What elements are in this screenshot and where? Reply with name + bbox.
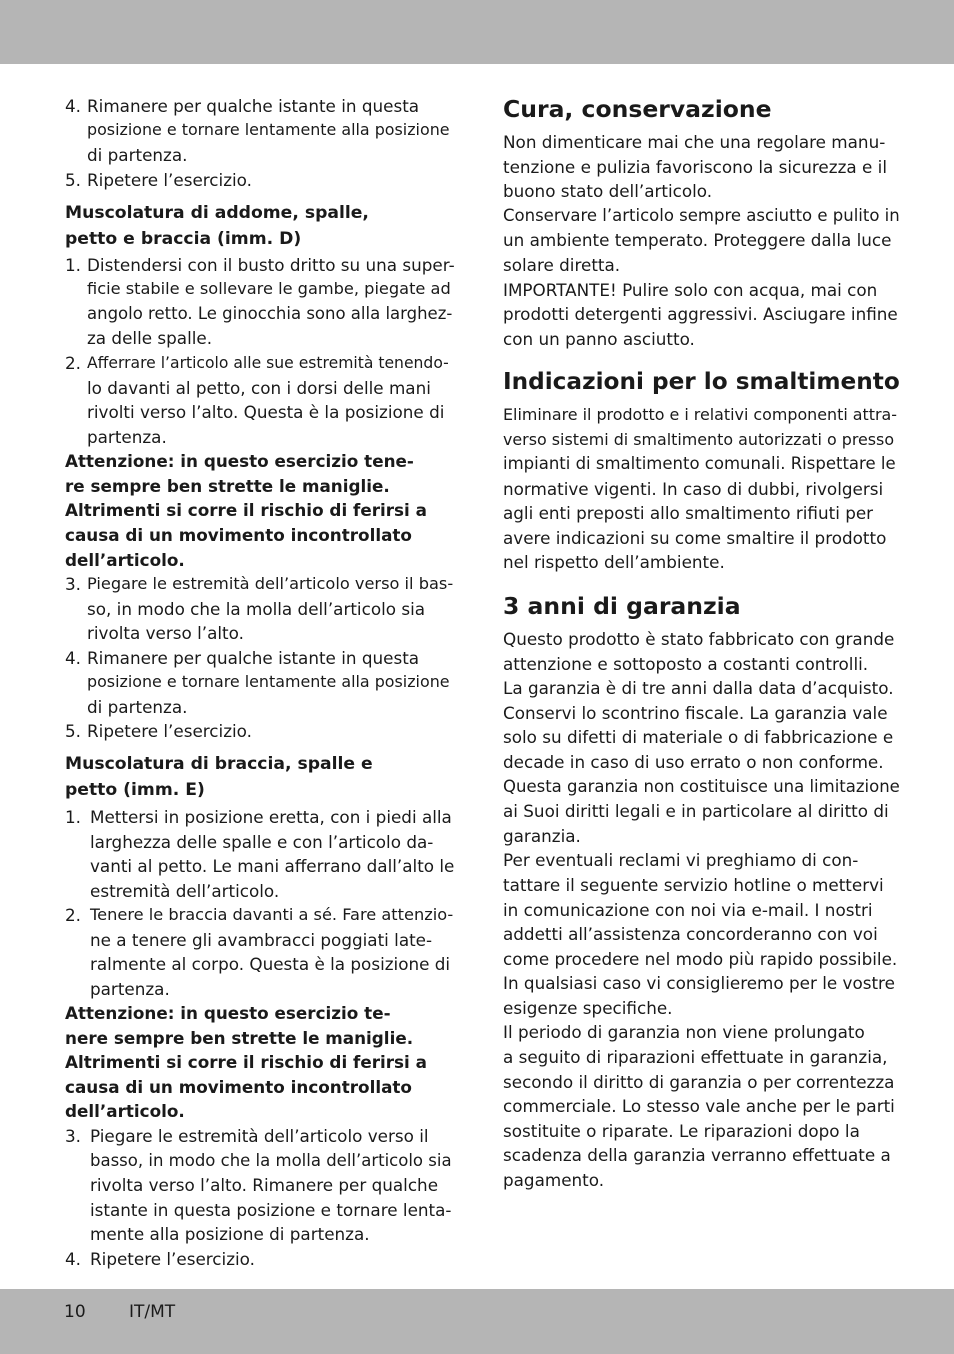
paragraph-line: La garanzia è di tre anni dalla data d’acquisto. [503,678,894,698]
list-item-line: za delle spalle. [87,328,213,348]
section-title-disposal: Indicazioni per lo smaltimento [503,368,900,395]
list-item-line: di partenza. [87,697,188,717]
paragraph-line: scadenza della garanzia verranno effettuate a [503,1145,891,1165]
paragraph-line: in comunicazione con noi via e-mail. I nostri [503,900,873,920]
section-heading: Muscolatura di braccia, spalle e [65,754,373,774]
paragraph-line: commerciale. Lo stesso vale anche per le parti [503,1096,895,1116]
header-bar [0,0,954,64]
paragraph-line: nel rispetto dell’ambiente. [503,552,725,572]
paragraph-line: Questa garanzia non costituisce una limitazione [503,777,900,796]
list-item-line: partenza. [90,979,170,999]
paragraph-line: buono stato dell’articolo. [503,181,713,201]
list-item-line: Piegare le estremità dell’articolo verso il [90,1126,429,1146]
paragraph-line: solare diretta. [503,255,621,275]
paragraph-line: garanzia. [503,826,581,846]
paragraph-line: impianti di smaltimento comunali. Rispettare le [503,454,896,473]
list-item-line: rivolta verso l’alto. [87,623,244,643]
paragraph-line: Questo prodotto è stato fabbricato con grande [503,629,895,649]
paragraph-line: esigenze specifiche. [503,998,673,1018]
list-item-line: so, in modo che la molla dell’articolo sia [87,599,426,619]
list-item-line: larghezza delle spalle e con l’articolo da- [90,832,434,852]
section-heading: petto e braccia (imm. D) [65,229,302,249]
warning-text: Attenzione: in questo esercizio tene- [65,451,414,471]
page-number: 10 [64,1302,86,1322]
paragraph-line: solo su difetti di materiale o di fabbricazione e [503,727,894,747]
paragraph-line: Eliminare il prodotto e i relativi componenti attra- [503,405,897,424]
paragraph-line: secondo il diritto di garanzia o per correntezza [503,1072,895,1092]
paragraph-line: pagamento. [503,1170,605,1190]
paragraph-line: Il periodo di garanzia non viene prolungato [503,1022,865,1042]
list-item-line: Ripetere l’esercizio. [87,721,252,741]
list-item-line: mente alla posizione di partenza. [90,1224,370,1244]
list-number: 5. [65,170,82,190]
list-item-line: Ripetere l’esercizio. [87,170,252,190]
warning-text: re sempre ben strette le maniglie. [65,476,390,496]
paragraph-line: tattare il seguente servizio hotline o mettervi [503,875,884,895]
list-number: 2. [65,905,82,925]
list-item-line: rivolti verso l’alto. Questa è la posizione di [87,402,445,422]
list-item-line: Piegare le estremità dell’articolo verso il bas- [87,574,454,593]
list-item-line: Ripetere l’esercizio. [90,1249,255,1269]
paragraph-line: tenzione e pulizia favoriscono la sicurezza e il [503,157,887,177]
paragraph-line: agli enti preposti allo smaltimento rifiuti per [503,503,874,523]
warning-text: Altrimenti si corre il rischio di ferirsi a [65,1052,427,1072]
list-number: 1. [65,255,82,275]
list-number: 1. [65,807,82,827]
list-item-line: ne a tenere gli avambracci poggiati late- [90,930,433,950]
list-item-line: basso, in modo che la molla dell’articolo sia [90,1151,452,1170]
warning-text: causa di un movimento incontrollato [65,525,412,545]
list-item-line: istante in questa posizione e tornare lenta- [90,1200,452,1220]
list-item-line: di partenza. [87,145,188,165]
list-item-line: vanti al petto. Le mani afferrano dall’alto le [90,856,455,876]
paragraph-line: normative vigenti. In caso di dubbi, rivolgersi [503,479,884,499]
warning-text: Altrimenti si corre il rischio di ferirsi a [65,500,427,520]
paragraph-line: a seguito di riparazioni effettuate in garanzia, [503,1047,888,1067]
paragraph-line: decade in caso di uso errato o non conforme. [503,752,884,772]
paragraph-line: prodotti detergenti aggressivi. Asciugare infine [503,304,898,324]
list-number: 4. [65,96,82,116]
list-number: 2. [65,353,82,373]
paragraph-line: IMPORTANTE! Pulire solo con acqua, mai con [503,280,878,300]
section-title-warranty: 3 anni di garanzia [503,592,741,620]
paragraph-line: Per eventuali reclami vi preghiamo di con- [503,850,859,870]
section-heading: Muscolatura di addome, spalle, [65,203,369,223]
list-number: 5. [65,721,82,741]
list-item-line: Distendersi con il busto dritto su una super- [87,255,455,275]
paragraph-line: verso sistemi di smaltimento autorizzati o presso [503,430,895,449]
list-item-line: Afferrare l’articolo alle sue estremità tenendo- [87,354,449,372]
list-item-line: angolo retto. Le ginocchia sono alla larghez- [87,304,453,323]
warning-text: dell’articolo. [65,1101,185,1121]
section-heading: petto (imm. E) [65,780,205,800]
list-item-line: partenza. [87,427,167,447]
list-item-line: rivolta verso l’alto. Rimanere per qualche [90,1175,439,1195]
paragraph-line: attenzione e sottoposto a costanti controlli. [503,654,869,674]
paragraph-line: avere indicazioni su come smaltire il prodotto [503,528,887,548]
list-item-line: posizione e tornare lentamente alla posizione [87,120,450,139]
paragraph-line: addetti all’assistenza concorderanno con voi [503,924,878,944]
list-number: 3. [65,1126,82,1146]
warning-text: nere sempre ben strette le maniglie. [65,1028,414,1048]
paragraph-line: ai Suoi diritti legali e in particolare al diritto di [503,801,889,821]
list-item-line: Tenere le braccia davanti a sé. Fare attenzio- [90,905,454,924]
list-number: 3. [65,574,82,594]
paragraph-line: In qualsiasi caso vi consiglieremo per le vostre [503,973,895,993]
list-item-line: Mettersi in posizione eretta, con i piedi alla [90,807,452,827]
list-item-line: estremità dell’articolo. [90,881,280,901]
paragraph-line: Conservare l’articolo sempre asciutto e pulito in [503,206,900,225]
list-item-line: ficie stabile e sollevare le gambe, piegate ad [87,279,451,298]
paragraph-line: come procedere nel modo più rapido possibile. [503,949,898,969]
warning-text: dell’articolo. [65,550,185,570]
list-item-line: Rimanere per qualche istante in questa [87,96,420,116]
warning-text: Attenzione: in questo esercizio te- [65,1003,391,1023]
paragraph-line: Conservi lo scontrino fiscale. La garanzia vale [503,703,888,723]
section-title-care: Cura, conservazione [503,95,772,123]
list-item-line: posizione e tornare lentamente alla posizione [87,672,450,691]
paragraph-line: Non dimenticare mai che una regolare manu- [503,132,886,152]
paragraph-line: sostituite o riparate. Le riparazioni dopo la [503,1121,860,1141]
language-code: IT/MT [129,1302,176,1322]
paragraph-line: con un panno asciutto. [503,329,695,349]
paragraph-line: un ambiente temperato. Proteggere dalla luce [503,230,892,250]
list-item-line: ralmente al corpo. Questa è la posizione di [90,954,451,974]
warning-text: causa di un movimento incontrollato [65,1077,412,1097]
list-item-line: Rimanere per qualche istante in questa [87,648,420,668]
list-item-line: lo davanti al petto, con i dorsi delle mani [87,378,431,398]
list-number: 4. [65,1249,82,1269]
list-number: 4. [65,648,82,668]
